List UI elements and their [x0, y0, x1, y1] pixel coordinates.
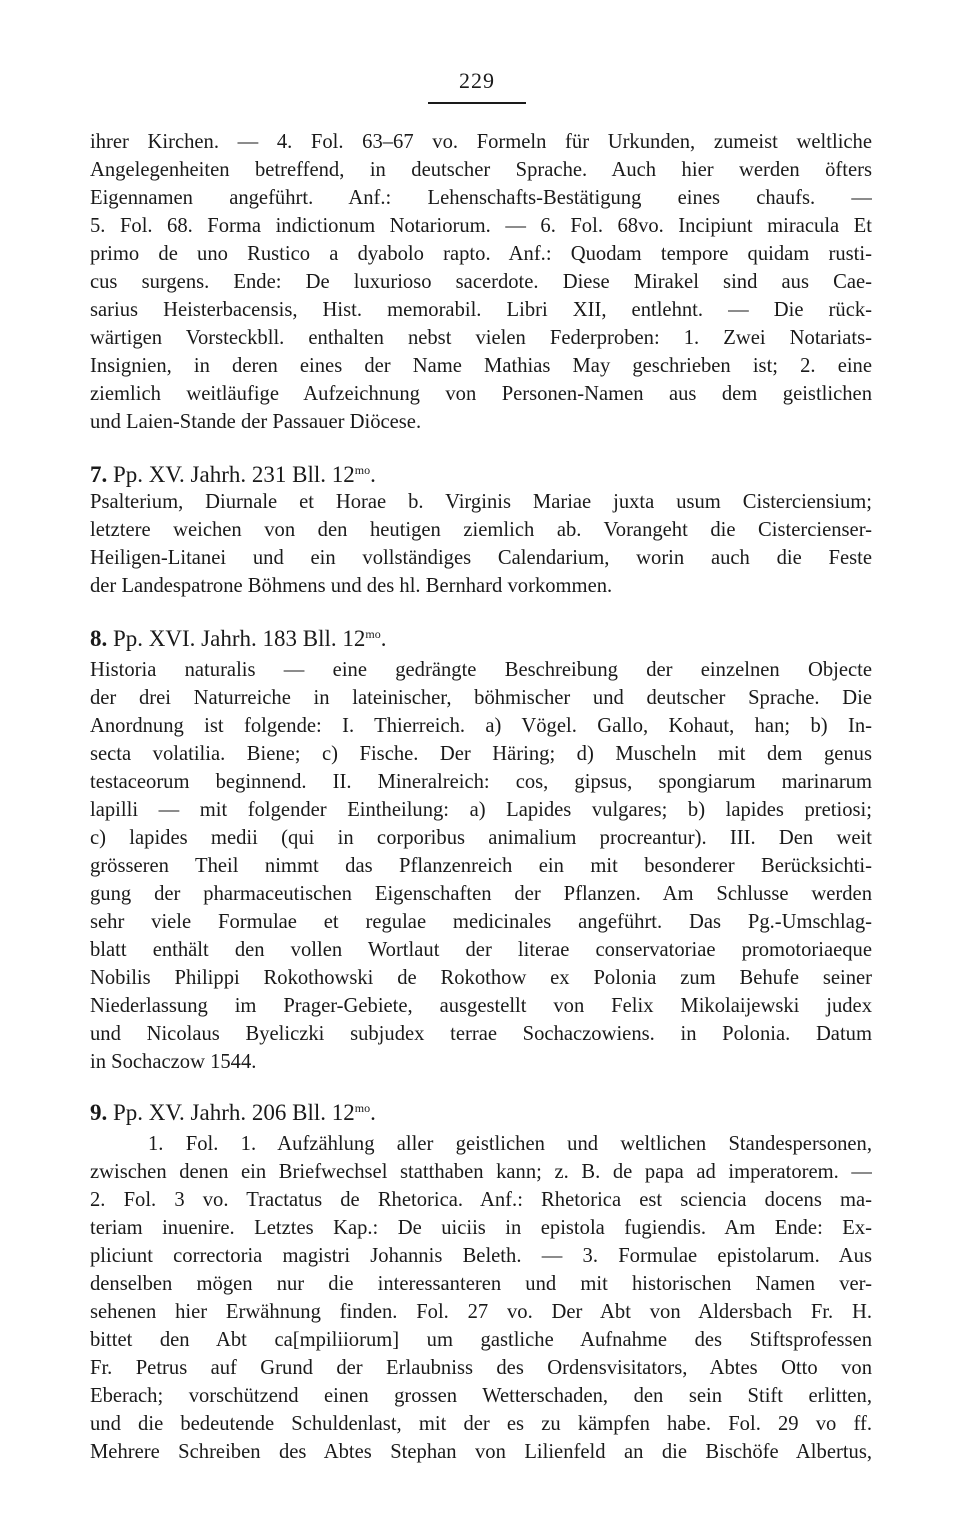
- text-line: sehenen hier Erwähnung finden. Fol. 27 vo. Der Abt von Aldersbach Fr. H.: [90, 1301, 872, 1323]
- text-line: primo de uno Rustico a dyabolo rapto. Anf.: Quodam tempore quidam rusti-: [90, 243, 872, 265]
- text-line: zwischen denen ein Briefwechsel statthaben kann; z. B. de papa ad imperatorem. —: [90, 1161, 872, 1183]
- text-line: Angelegenheiten betreffend, in deutscher Sprache. Auch hier werden öfters: [90, 159, 872, 181]
- text-line: pliciunt correctoria magistri Johannis Beleth. — 3. Formulae epistolarum. Aus: [90, 1245, 872, 1267]
- text-line: sehr viele Formulae et regulae medicinales angeführt. Das Pg.-Umschlag-: [90, 911, 872, 933]
- text-line: in Sochaczow 1544.: [90, 1051, 257, 1073]
- text-line: Psalterium, Diurnale et Horae b. Virginis Mariae juxta usum Cisterciensium;: [90, 491, 872, 513]
- text-line: teriam inuenire. Letztes Kap.: De uiciis in epistola fugiendis. Am Ende: Ex-: [90, 1217, 872, 1239]
- text-line: Niederlassung im Prager-Gebiete, ausgestellt von Felix Mikolaijewski judex: [90, 995, 872, 1017]
- text-line: und die bedeutende Schuldenlast, mit der es zu kämpfen habe. Fol. 29 vo ff.: [90, 1413, 872, 1435]
- text-line: letztere weichen von den heutigen ziemlich ab. Vorangeht die Cistercienser-: [90, 519, 872, 541]
- text-line: testaceorum beginnend. II. Mineralreich: cos, gipsus, spongiarum marinarum: [90, 771, 872, 793]
- text-line: Heiligen-Litanei und ein vollständiges Calendarium, worin auch die Feste: [90, 547, 872, 569]
- text-line: c) lapides medii (qui in corporibus animalium procreantur). III. Den weit: [90, 827, 872, 849]
- text-line: 5. Fol. 68. Forma indictionum Notariorum. — 6. Fol. 68vo. Incipiunt miracula Et: [90, 215, 872, 237]
- text-line: Historia naturalis — eine gedrängte Beschreibung der einzelnen Objecte: [90, 659, 872, 681]
- text-line: 2. Fol. 3 vo. Tractatus de Rhetorica. Anf.: Rhetorica est sciencia docens ma-: [90, 1189, 872, 1211]
- text-line: Fr. Petrus auf Grund der Erlaubniss des Ordensvisitators, Abtes Otto von: [90, 1357, 872, 1379]
- page-number-rule: [428, 102, 526, 104]
- text-line: Eberach; vorschützend einen grossen Wetterschaden, den sein Stift erlitten,: [90, 1385, 872, 1407]
- text-line: der drei Naturreiche in lateinischer, böhmischer und deutscher Sprache. Die: [90, 687, 872, 709]
- entry-heading-7: 7. Pp. XV. Jahrh. 231 Bll. $12^{mo}$.: [90, 462, 376, 487]
- text-line: und Nicolaus Byeliczki subjudex terrae Sochaczowiens. in Polonia. Datum: [90, 1023, 872, 1045]
- text-line: wärtigen Vorsteckbll. enthalten nebst vielen Federproben: 1. Zwei Notariats-: [90, 327, 872, 349]
- text-line: secta volatilia. Biene; c) Fische. Der Häring; d) Muscheln mit dem genus: [90, 743, 872, 765]
- text-line: ziemlich weitläufige Aufzeichnung von Personen-Namen aus dem geistlichen: [90, 383, 872, 405]
- text-line: Mehrere Schreiben des Abtes Stephan von Lilienfeld an die Bischöfe Albertus,: [90, 1441, 872, 1463]
- entry-heading-8: 8. Pp. XVI. Jahrh. 183 Bll. $12^{mo}$.: [90, 626, 387, 651]
- text-line: blatt enthält den vollen Wortlaut der literae conservatoriae promotoriaeque: [90, 939, 872, 961]
- entry-heading-9: 9. Pp. XV. Jahrh. 206 Bll. $12^{mo}$.: [90, 1100, 376, 1125]
- text-line: der Landespatrone Böhmens und des hl. Bernhard vorkommen.: [90, 575, 613, 597]
- text-line: und Laien-Stande der Passauer Diöcese.: [90, 411, 422, 433]
- text-line: Insignien, in deren eines der Name Mathias May geschrieben ist; 2. eine: [90, 355, 872, 377]
- page-number: 229: [459, 68, 495, 93]
- text-line: bittet den Abt ca[mpiliiorum] um gastliche Aufnahme des Stiftsprofessen: [90, 1329, 872, 1351]
- text-line: Nobilis Philippi Rokothowski de Rokothow ex Polonia zum Behufe seiner: [90, 967, 872, 989]
- text-line: lapilli — mit folgender Eintheilung: a) Lapides vulgares; b) lapides pretiosi;: [90, 799, 872, 821]
- text-line: grösseren Theil nimmt das Pflanzenreich ein mit besonderer Berücksichti-: [90, 855, 872, 877]
- text-line: sarius Heisterbacensis, Hist. memorabil. Libri XII, entlehnt. — Die rück-: [90, 299, 872, 321]
- text-line: denselben mögen nur die interessanteren und mit historischen Namen ver-: [90, 1273, 872, 1295]
- text-line: gung der pharmaceutischen Eigenschaften der Pflanzen. Am Schlusse werden: [90, 883, 872, 905]
- text-line: Eigennamen angeführt. Anf.: Lehenschafts-Bestätigung eines chaufs. —: [90, 187, 872, 209]
- text-line: 1. Fol. 1. Aufzählung aller geistlichen und weltlichen Standespersonen,: [148, 1133, 872, 1155]
- text-line: ihrer Kirchen. — 4. Fol. 63–67 vo. Formeln für Urkunden, zumeist weltliche: [90, 131, 872, 153]
- text-line: Anordnung ist folgende: I. Thierreich. a) Vögel. Gallo, Kohaut, han; b) In-: [90, 715, 872, 737]
- text-line: cus surgens. Ende: De luxurioso sacerdote. Diese Mirakel sind aus Cae-: [90, 271, 872, 293]
